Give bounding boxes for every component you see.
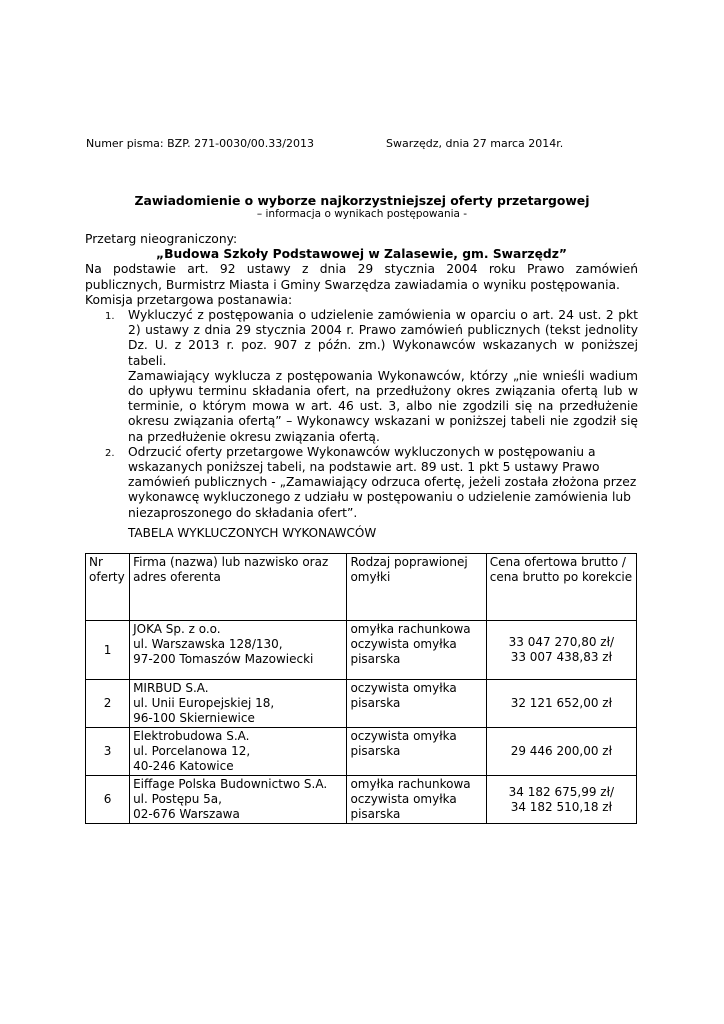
- price-line: 32 121 652,00 zł: [510, 696, 613, 710]
- project-name: „Budowa Szkoły Podstawowej w Zalasewie, gm. Swarzędz”: [156, 247, 567, 262]
- cell-firm: [130, 728, 347, 776]
- cell-error-type: [347, 776, 486, 824]
- error-line: pisarska: [350, 744, 401, 758]
- place-and-date: Swarzędz, dnia 27 marca 2014r.: [386, 137, 564, 150]
- item-number: 2.: [105, 447, 115, 459]
- cell-nr: 1: [86, 621, 130, 680]
- firm-line: Eiffage Polska Budownictwo S.A.: [133, 777, 328, 791]
- cell-nr: 2: [86, 680, 130, 728]
- firm-line: 02-676 Warszawa: [133, 807, 240, 821]
- error-line: pisarska: [350, 807, 401, 821]
- header-firm: Firma (nazwa) lub nazwisko oraz adres oferenta: [130, 554, 347, 621]
- error-line: oczywista omyłka: [350, 792, 457, 806]
- price-line: 34 182 510,18 zł: [510, 799, 613, 814]
- firm-line: 40-246 Katowice: [133, 759, 234, 773]
- cell-firm: [130, 776, 347, 824]
- document-body: [85, 232, 638, 521]
- cell-nr: 6: [86, 776, 130, 824]
- firm-line: Elektrobudowa S.A.: [133, 729, 250, 743]
- excluded-contractors-table: [85, 553, 637, 824]
- error-line: omyłka rachunkowa: [350, 622, 471, 636]
- error-line: pisarska: [350, 652, 401, 666]
- price-line: 33 047 270,80 zł/: [508, 635, 615, 649]
- cell-error-type: [347, 680, 486, 728]
- table-row: [86, 776, 637, 824]
- intro-line-3: Komisja przetargowa postanawia:: [85, 292, 293, 307]
- table-row: [86, 621, 637, 680]
- cell-nr: 3: [86, 728, 130, 776]
- error-line: oczywista omyłka: [350, 637, 457, 651]
- price-line: 29 446 200,00 zł: [510, 744, 613, 758]
- firm-line: JOKA Sp. z o.o.: [133, 622, 221, 636]
- table-row: [86, 680, 637, 728]
- header-error-type: Rodzaj poprawionej omyłki: [347, 554, 486, 621]
- error-line: pisarska: [350, 696, 401, 710]
- decision-list: [85, 308, 638, 521]
- cell-error-type: [347, 621, 486, 680]
- letter-reference: Numer pisma: BZP. 271-0030/00.33/2013: [86, 137, 314, 150]
- error-line: oczywista omyłka: [350, 729, 457, 743]
- error-line: omyłka rachunkowa: [350, 777, 471, 791]
- decision-item-1: [85, 308, 638, 445]
- item-1-text: Wykluczyć z postępowania o udzielenie zamówienia w oparciu o art. 24 ust. 2 pkt 2) ustawy z dnia 29 stycznia 2004 r. Prawo zamówień publicznych (tekst jednolity Dz. U. z 2013 r. poz. 907 z późn. zm.) Wykonawców wskazanych w poniższej tabeli.: [128, 308, 638, 368]
- item-number: 1.: [105, 311, 115, 323]
- table-caption: TABELA WYKLUCZONYCH WYKONAWCÓW: [128, 526, 377, 540]
- cell-price: [486, 728, 636, 776]
- header-nr: Nr oferty: [86, 554, 130, 621]
- cell-price: [486, 621, 636, 680]
- cell-price: [486, 680, 636, 728]
- firm-line: ul. Postępu 5a,: [133, 792, 222, 806]
- firm-line: ul. Porcelanowa 12,: [133, 744, 251, 758]
- tender-type: Przetarg nieograniczony:: [85, 232, 238, 246]
- decision-item-2: [85, 445, 638, 521]
- firm-line: MIRBUD S.A.: [133, 681, 209, 695]
- firm-line: ul. Unii Europejskiej 18,: [133, 696, 275, 710]
- intro-line-2: publicznych, Burmistrz Miasta i Gminy Swarzędza zawiadamia o wyniku postępowania.: [85, 277, 620, 292]
- price-line: 34 182 675,99 zł/: [508, 784, 615, 799]
- cell-price: [486, 776, 636, 824]
- table-row: [86, 728, 637, 776]
- intro-line-1: Na podstawie art. 92 ustawy z dnia 29 stycznia 2004 roku Prawo zamówień: [85, 262, 638, 277]
- price-line: 33 007 438,83 zł: [510, 650, 613, 664]
- item-2-text: Odrzucić oferty przetargowe Wykonawców wykluczonych w postępowaniu a wskazanych poniższej tabeli, na podstawie art. 89 ust. 1 pkt 5 ustawy Prawo zamówień publicznych - „Zamawiający odrzuca ofertę, jeżeli została złożona przez wykonawcę wykluczonego z udziału w postępowaniu o udzielenie zamówienia lub niezaproszonego do składania ofert”.: [128, 444, 637, 520]
- cell-firm: [130, 621, 347, 680]
- header-price: Cena ofertowa brutto / cena brutto po korekcie: [486, 554, 636, 621]
- document-title: Zawiadomienie o wyborze najkorzystniejszej oferty przetargowej: [134, 193, 590, 208]
- firm-line: ul. Warszawska 128/130,: [133, 637, 283, 651]
- cell-error-type: [347, 728, 486, 776]
- item-1-text-2: Zamawiający wyklucza z postępowania Wykonawców, którzy „nie wnieśli wadium do upływu terminu składania ofert, na przedłużony okres związania ofertą lub w terminie, o którym mowa w art. 46 ust. 3, albo nie zgodzili się na przedłużenie okresu związania ofertą” – Wykonawcy wskazani w poniższej tabeli nie zgodził się na przedłużenie okresu związania ofertą.: [128, 368, 638, 444]
- table-header-row: [86, 554, 637, 621]
- firm-line: 96-100 Skierniewice: [133, 711, 255, 725]
- firm-line: 97-200 Tomaszów Mazowiecki: [133, 652, 314, 666]
- error-line: oczywista omyłka: [350, 681, 457, 695]
- cell-firm: [130, 680, 347, 728]
- document-subtitle: – informacja o wynikach postępowania -: [256, 208, 468, 220]
